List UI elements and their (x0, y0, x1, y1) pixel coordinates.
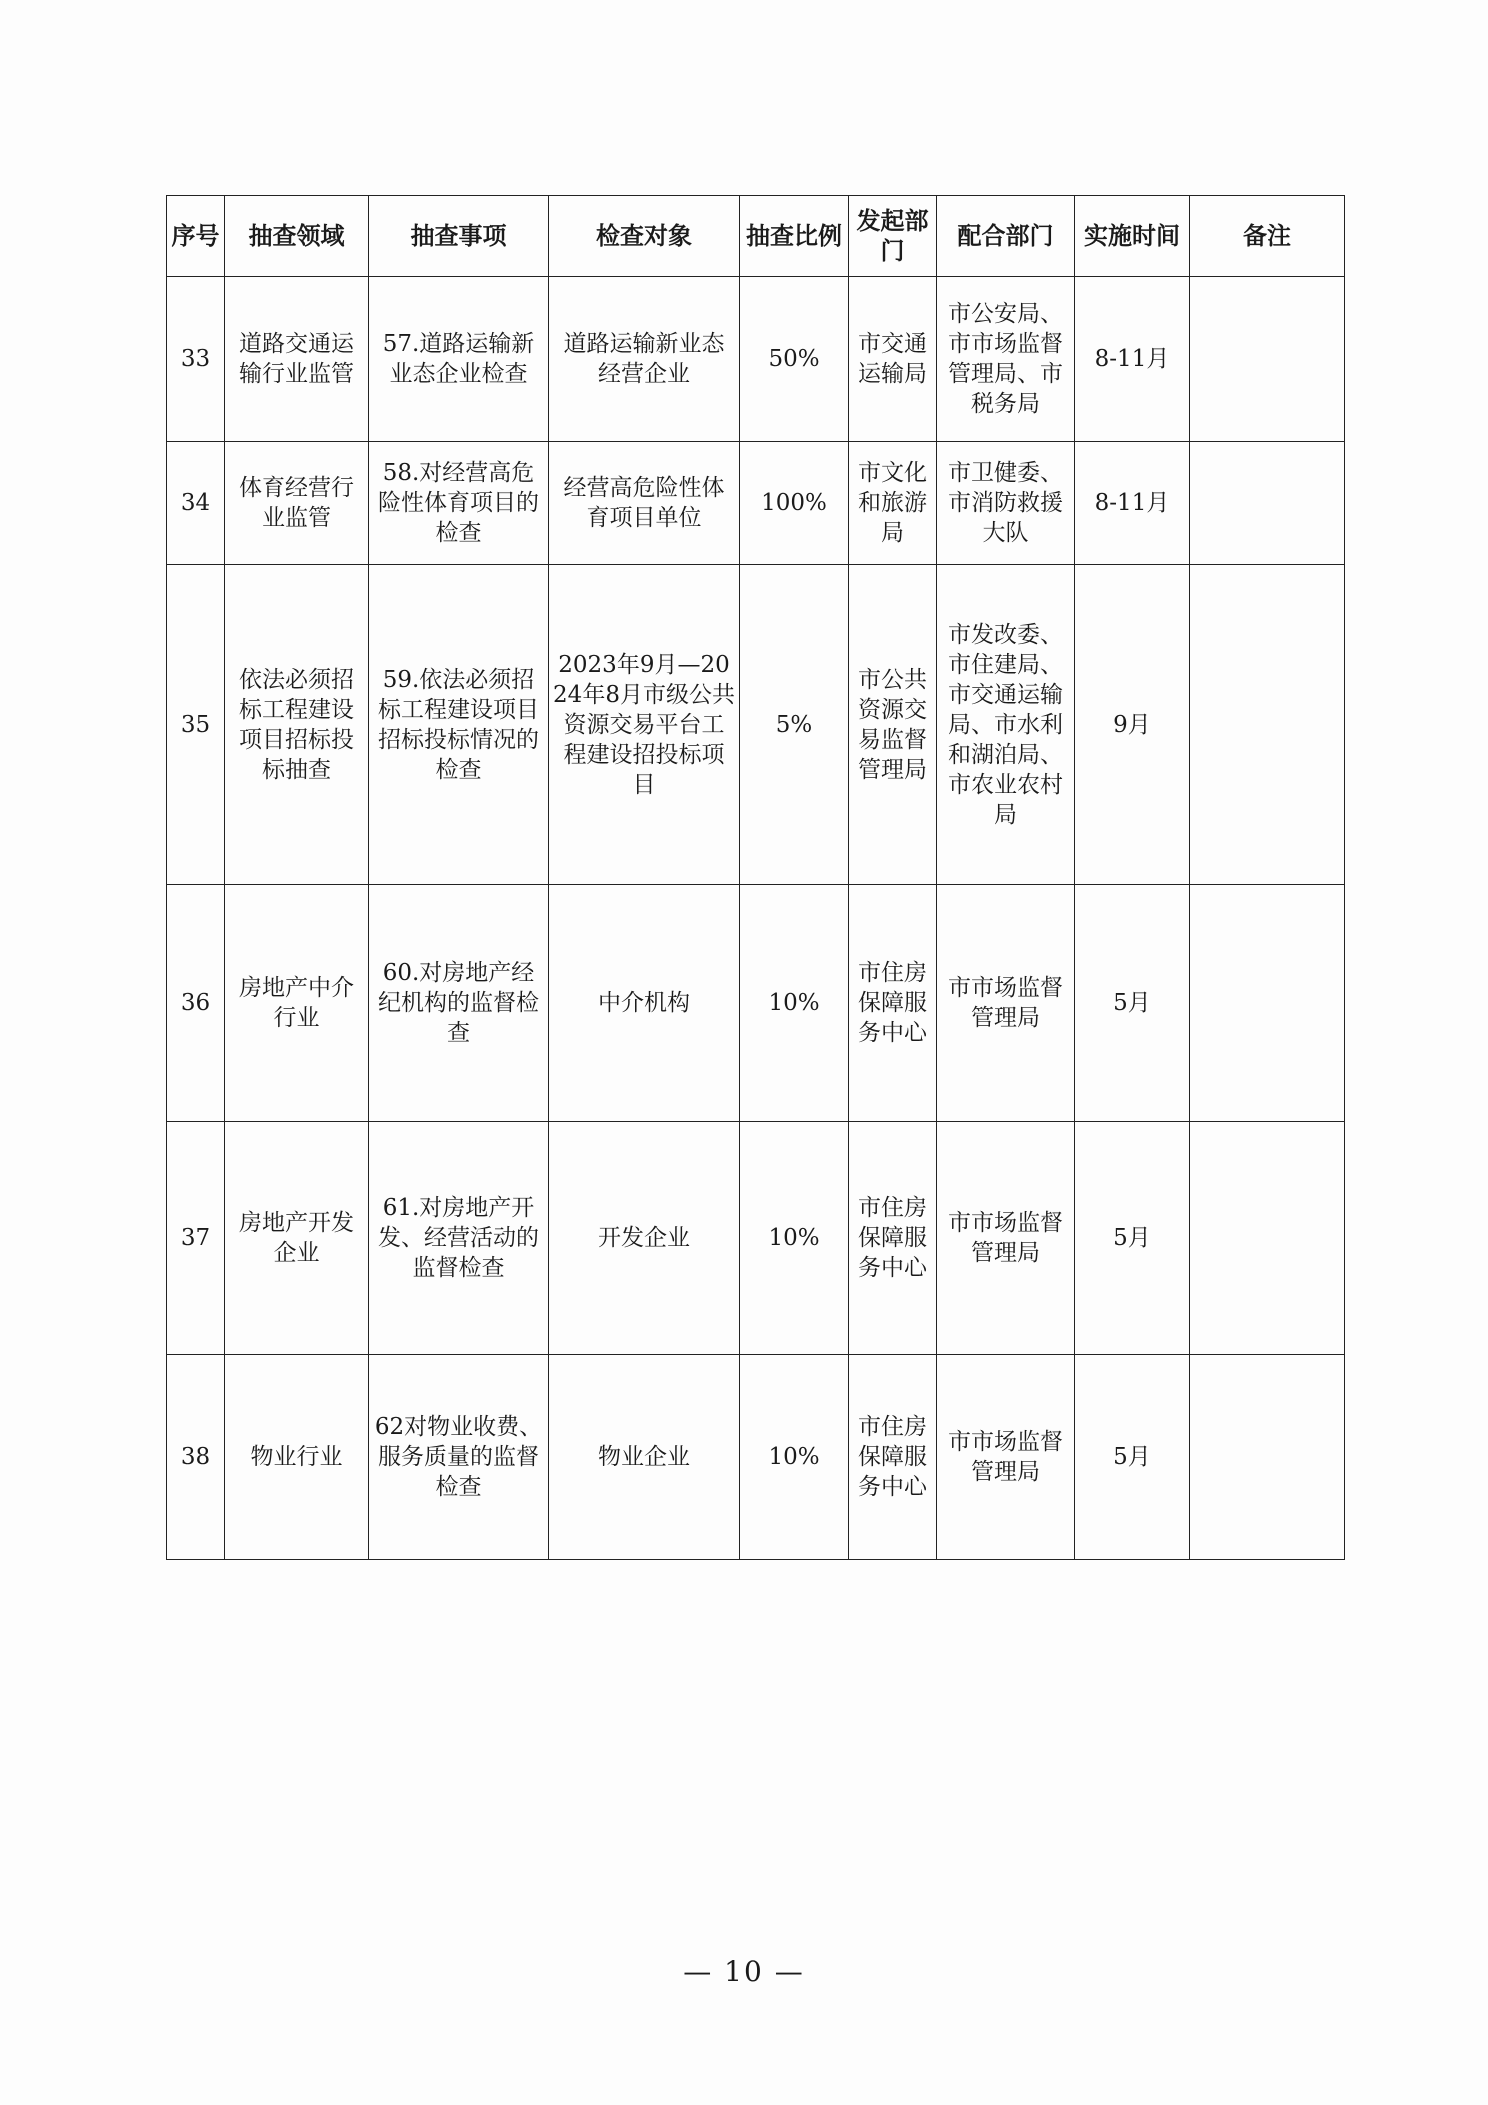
cell-ratio: 5% (740, 565, 849, 885)
cell-seq: 35 (167, 565, 225, 885)
cell-cooperator: 市卫健委、市消防救援大队 (937, 442, 1075, 565)
cell-item: 58.对经营高危险性体育项目的检查 (369, 442, 549, 565)
page-number: — 10 — (683, 1955, 805, 1988)
inspection-table (166, 195, 1345, 1560)
cell-target: 物业企业 (549, 1355, 740, 1560)
cell-seq: 37 (167, 1122, 225, 1355)
cell-item: 62对物业收费、服务质量的监督检查 (369, 1355, 549, 1560)
cell-initiator: 市交通运输局 (849, 277, 937, 442)
cell-time: 9月 (1075, 565, 1190, 885)
cell-time: 5月 (1075, 1355, 1190, 1560)
cell-remark (1190, 442, 1345, 565)
cell-time: 5月 (1075, 1122, 1190, 1355)
header-item: 抽查事项 (369, 196, 549, 277)
cell-target: 中介机构 (549, 885, 740, 1122)
cell-field: 依法必须招标工程建设项目招标投标抽查 (225, 565, 369, 885)
cell-cooperator: 市市场监督管理局 (937, 1355, 1075, 1560)
cell-time: 8-11月 (1075, 442, 1190, 565)
cell-time: 5月 (1075, 885, 1190, 1122)
cell-cooperator: 市发改委、市住建局、市交通运输局、市水利和湖泊局、市农业农村局 (937, 565, 1075, 885)
header-time: 实施时间 (1075, 196, 1190, 277)
header-initiator: 发起部门 (849, 196, 937, 277)
table-row (167, 885, 1345, 1122)
cell-field: 物业行业 (225, 1355, 369, 1560)
table-header-row (167, 196, 1345, 277)
header-field: 抽查领域 (225, 196, 369, 277)
cell-target: 开发企业 (549, 1122, 740, 1355)
cell-item: 60.对房地产经纪机构的监督检查 (369, 885, 549, 1122)
cell-ratio: 50% (740, 277, 849, 442)
header-seq: 序号 (167, 196, 225, 277)
cell-cooperator: 市市场监督管理局 (937, 885, 1075, 1122)
cell-remark (1190, 565, 1345, 885)
cell-seq: 34 (167, 442, 225, 565)
cell-remark (1190, 1355, 1345, 1560)
cell-ratio: 100% (740, 442, 849, 565)
cell-time: 8-11月 (1075, 277, 1190, 442)
table-row (167, 1122, 1345, 1355)
cell-remark (1190, 1122, 1345, 1355)
cell-field: 道路交通运输行业监管 (225, 277, 369, 442)
cell-cooperator: 市市场监督管理局 (937, 1122, 1075, 1355)
cell-item: 57.道路运输新业态企业检查 (369, 277, 549, 442)
cell-ratio: 10% (740, 885, 849, 1122)
cell-field: 房地产开发企业 (225, 1122, 369, 1355)
header-cooperator: 配合部门 (937, 196, 1075, 277)
cell-initiator: 市公共资源交易监督管理局 (849, 565, 937, 885)
cell-target: 道路运输新业态经营企业 (549, 277, 740, 442)
header-remark: 备注 (1190, 196, 1345, 277)
cell-ratio: 10% (740, 1355, 849, 1560)
cell-seq: 36 (167, 885, 225, 1122)
cell-ratio: 10% (740, 1122, 849, 1355)
header-target: 检查对象 (549, 196, 740, 277)
cell-initiator: 市住房保障服务中心 (849, 885, 937, 1122)
cell-field: 体育经营行业监管 (225, 442, 369, 565)
cell-initiator: 市住房保障服务中心 (849, 1122, 937, 1355)
cell-remark (1190, 277, 1345, 442)
cell-initiator: 市住房保障服务中心 (849, 1355, 937, 1560)
table-row (167, 1355, 1345, 1560)
table-row (167, 277, 1345, 442)
cell-remark (1190, 885, 1345, 1122)
cell-seq: 33 (167, 277, 225, 442)
cell-target: 经营高危险性体育项目单位 (549, 442, 740, 565)
cell-seq: 38 (167, 1355, 225, 1560)
header-ratio: 抽查比例 (740, 196, 849, 277)
cell-initiator: 市文化和旅游局 (849, 442, 937, 565)
cell-target: 2023年9月—2024年8月市级公共资源交易平台工程建设招投标项目 (549, 565, 740, 885)
cell-field: 房地产中介行业 (225, 885, 369, 1122)
table-row (167, 442, 1345, 565)
cell-cooperator: 市公安局、市市场监督管理局、市税务局 (937, 277, 1075, 442)
cell-item: 59.依法必须招标工程建设项目招标投标情况的检查 (369, 565, 549, 885)
table-row (167, 565, 1345, 885)
cell-item: 61.对房地产开发、经营活动的监督检查 (369, 1122, 549, 1355)
